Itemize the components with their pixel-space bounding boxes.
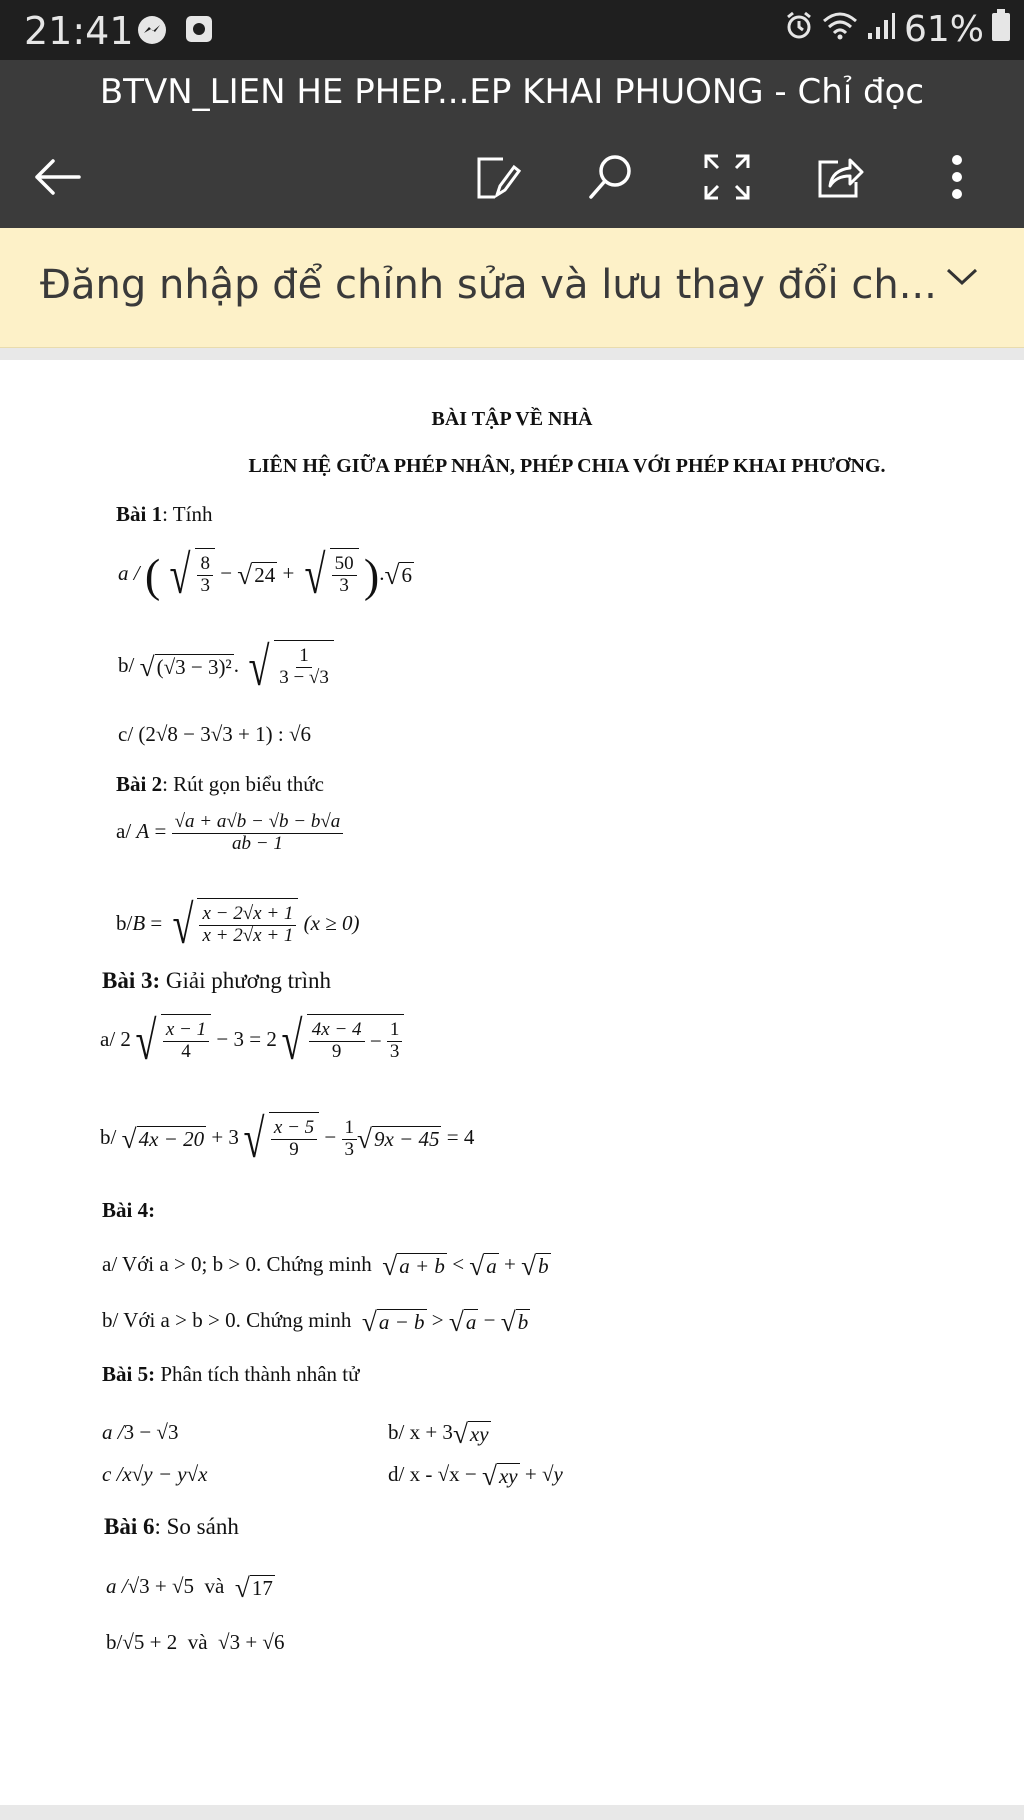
fullscreen-icon xyxy=(704,154,750,200)
back-arrow-icon xyxy=(31,157,83,197)
bai2-title: Bài 2: Rút gọn biểu thức xyxy=(116,772,324,796)
bai5-d: d/ x - √x − √ xy + √y xyxy=(388,1460,563,1491)
app-header xyxy=(0,60,1024,228)
share-icon xyxy=(816,154,866,200)
share-button[interactable] xyxy=(806,142,876,212)
bai5-c: c /x√y − y√x xyxy=(102,1462,208,1486)
document-title: BTVN_LIEN HE PHEP...EP KHAI PHUONG - Chỉ đọc xyxy=(99,72,925,112)
edit-button[interactable] xyxy=(462,142,532,212)
bai1-title: Bài 1: Tính xyxy=(116,502,213,526)
bai5-title: Bài 5: Phân tích thành nhân tử xyxy=(102,1362,360,1386)
bai1-c: c/ (2√8 − 3√3 + 1) : √6 xyxy=(118,722,311,746)
bai4-title: Bài 4: xyxy=(102,1198,156,1222)
fullscreen-button[interactable] xyxy=(692,142,762,212)
chevron-down-icon[interactable] xyxy=(944,264,980,293)
media-icon xyxy=(184,14,214,49)
bai4-b: b/ Với a > b > 0. Chứng minh √ a − b > √ a − √ b xyxy=(102,1306,529,1337)
back-button[interactable] xyxy=(22,142,92,212)
alarm-icon xyxy=(784,9,814,50)
signal-icon xyxy=(866,9,896,50)
bai6-a: a /√3 + √5 và √ 17 xyxy=(106,1572,273,1603)
bai4-a: a/ Với a > 0; b > 0. Chứng minh √ a + b < √ a + √ b xyxy=(102,1250,549,1281)
bai5-b: b/ x + 3 √ xy xyxy=(388,1418,489,1449)
status-right xyxy=(784,9,1010,50)
doc-subheading: LIÊN HỆ GIỮA PHÉP NHÂN, PHÉP CHIA VỚI PHÉP KHAI PHƯƠNG. xyxy=(248,455,886,477)
bai1-a: a / ( √ $\frac{8}{3}$ − √ 24 + √ $\frac{50}{3}$ ). √ 6 xyxy=(118,544,412,605)
messenger-icon xyxy=(136,14,168,51)
bai2-b: b/B = √ $\frac{x - 2√x + 1}{x + 2√x + 1}$ (x ≥ 0) xyxy=(116,894,360,955)
status-time: 21:41 xyxy=(24,9,134,53)
signin-banner[interactable] xyxy=(0,228,1024,348)
bai3-title: Bài 3: Giải phương trình xyxy=(102,968,332,993)
battery-level: 61% xyxy=(903,9,984,50)
doc-heading: BÀI TẬP VỀ NHÀ xyxy=(431,408,593,430)
search-icon xyxy=(587,153,635,201)
bai2-a: a/ A = $\frac{√a + a√b - √b - b√a}{ab - 1}$ xyxy=(116,812,343,855)
document-page xyxy=(0,360,1024,1805)
bai3-b: b/ √ 4x − 20 + 3 √ $\frac{x - 5}{9}$ − $\frac{1}{3}$ √ 9x − 45 = 4 xyxy=(100,1108,475,1169)
wifi-icon xyxy=(822,9,858,50)
battery-icon xyxy=(992,9,1010,50)
more-icon xyxy=(950,154,964,200)
search-button[interactable] xyxy=(576,142,646,212)
bai3-a: a/ 2 √ $\frac{x - 1}{4}$ − 3 = 2 √ $\frac{4x - 4}{9}$ − $\frac{1}{3}$ xyxy=(100,1014,404,1069)
bai6-title: Bài 6: So sánh xyxy=(104,1514,239,1539)
bai6-b: b/√5 + 2 và √3 + √6 xyxy=(106,1630,285,1654)
edit-icon xyxy=(473,153,521,201)
status-bar xyxy=(0,0,1024,60)
banner-text: Đăng nhập để chỉnh sửa và lưu thay đổi ch... xyxy=(40,262,937,308)
bai1-b: b/ √ (√3 − 3)² . √ $\frac{1}{3 - √3}$ xyxy=(118,640,334,695)
bai5-a: a /3 − √3 xyxy=(102,1420,179,1444)
more-options-button[interactable] xyxy=(922,142,992,212)
